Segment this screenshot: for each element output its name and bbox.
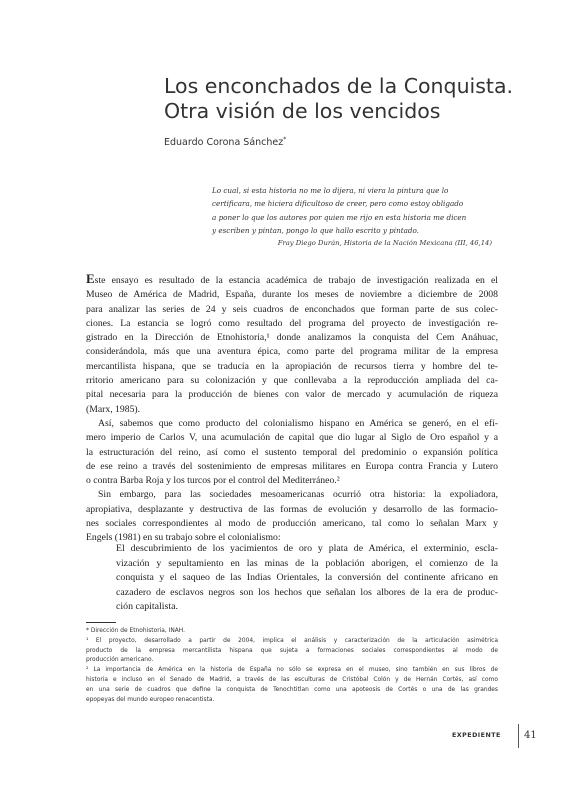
quote-line: El descubrimiento de los yacimientos de oro y plata de América, el exterminio, escla- xyxy=(116,543,498,554)
paragraph-line: gistrado en la Dirección de Etnohistoria,¹ donde analizamos la conquista del Cem Anáhuac, xyxy=(86,332,498,344)
paragraph-2 xyxy=(86,417,498,488)
paragraph-line: pital necesaria para la producción de bienes con valor de mercado y acumulación de riqueza xyxy=(86,389,498,401)
initial-capital: E xyxy=(86,271,95,286)
footnote-rule xyxy=(86,622,116,623)
paragraph-line: para analizar las series de 24 y seis cuadros de enconchados que forman parte de sus colec- xyxy=(86,303,498,315)
paragraph-line: Sin embargo, para las sociedades mesoamericanas ocurrió otra historia: la expoliadora, xyxy=(98,489,498,501)
quote-line: cazadero de esclavos negros son los hechos que señalan los albores de la era de produc- xyxy=(116,586,498,598)
footer-divider xyxy=(518,724,519,748)
paragraph-line: considerándola, más que una aventura épica, como parte del programa militar de la empresa xyxy=(86,346,498,358)
footnote-line: ² La importancia de América en la historia de España no sólo se expresa en el museo, sino también en sus libros de xyxy=(86,667,498,674)
paragraph-line: ciones. La estancia se logró como resultado del programa del proyecto de investigación re- xyxy=(86,317,498,329)
author-name xyxy=(164,136,286,148)
footnote-line: historia e incluso en el Senado de Madrid, a través de las esculturas de Cristóbal Colón y de Hernán Cortés, así como xyxy=(86,676,498,683)
author-footnote-mark: * xyxy=(283,136,287,143)
quote-line: ción capitalista. xyxy=(116,601,178,613)
paragraph-line: apropiativa, desplazante y destructiva de las formas de evolución y desarrollo de las formacio- xyxy=(86,503,498,515)
page-number: 41 xyxy=(524,730,537,741)
quote-line: vización y sepultamiento en las minas de la población aborigen, el comienzo de la xyxy=(116,557,498,569)
paragraph-line xyxy=(86,272,498,288)
paragraph-line: (Marx, 1985). xyxy=(86,403,141,415)
paragraph-line: Así, sabemos que como producto del colonialismo hispano en América se generó, en el efí- xyxy=(98,417,498,429)
paragraph-line: de ese reino a través del sostenimiento de empresas militares en Europa contra Francia y Lutero xyxy=(86,460,498,472)
article-title xyxy=(164,74,514,124)
paragraph-line: mercantilista hispana, que se traducía en la apropiación de recursos tierra y hombre del te- xyxy=(86,360,498,372)
footnote-line: epopeyas del mundo europeo renacentista. xyxy=(86,696,215,703)
title-line-2: Otra visión de los vencidos xyxy=(164,99,441,123)
epigraph-line: certificara, me hiciera dificultoso de creer, pero como estoy obligado xyxy=(212,199,464,209)
epigraph-line: Lo cual, si esta historia no me lo dijera, ni viera la pintura que lo xyxy=(212,186,449,195)
epigraph-line: y escriben y pintan, pongo lo que hallo escrito y pintado. xyxy=(212,225,419,235)
article-body xyxy=(86,272,498,546)
footnote-line: ¹ El proyecto, desarrollado a partir de 2004, implica el análisis y caracterización de la articulación asimétrica xyxy=(86,637,498,644)
footnote-line: producción americano. xyxy=(86,657,154,664)
paragraph-line: o contra Barba Roja y los turcos por el control del Mediterráneo.² xyxy=(86,475,340,487)
epigraph xyxy=(212,184,492,250)
paragraph-1 xyxy=(86,272,498,417)
paragraph-line: Engels (1981) en su trabajo sobre el colonialismo: xyxy=(86,532,281,544)
paragraph-3 xyxy=(86,488,498,545)
section-label: EXPEDIENTE xyxy=(452,732,501,739)
paragraph-line-text: ste ensayo es resultado de la estancia académica de trabajo de investigación realizada en el xyxy=(94,275,498,286)
paragraph-line: mero imperio de Carlos V, una acumulación de capital que dio lugar al Siglo de Oro español y a xyxy=(86,432,498,444)
paragraph-line: la estructuración del reino, así como el sustento temporal del predominio o expansión política xyxy=(86,446,498,458)
paragraph-line: rritorio americano para su colonización y que conllevaba a la reproducción ampliada del ca- xyxy=(86,375,498,387)
epigraph-line: a poner lo que los autores por quien me rijo en esta historia me dicen xyxy=(212,212,467,222)
footnotes xyxy=(86,627,498,705)
paragraph-line: nes sociales correspondientes al modo de producción americano, tal como lo señalan Marx y xyxy=(86,518,498,530)
quote-line: conquista y el saqueo de las Indias Orientales, la conversión del continente africano en xyxy=(116,572,498,584)
title-line-1: Los enconchados de la Conquista. xyxy=(164,74,514,98)
author-text: Eduardo Corona Sánchez xyxy=(164,137,284,149)
footnote-author: * Dirección de Etnohistoria, INAH. xyxy=(86,628,185,634)
epigraph-source: Fray Diego Durán, Historia de la Nación Mexicana (III, 46,14) xyxy=(277,239,492,248)
footnote-line: producto de la empresa mercantilista hispana que sujeta a formaciones sociales correspondientes al modo de xyxy=(86,647,498,654)
paragraph-line: Museo de América de Madrid, España, durante los meses de noviembre a diciembre de 2008 xyxy=(86,289,498,301)
block-quote xyxy=(116,542,498,615)
footnote-line: en una serie de cuadros que define la conquista de Tenochtitlan como una apoteosis de Cortés o una de las grandes xyxy=(86,686,498,693)
